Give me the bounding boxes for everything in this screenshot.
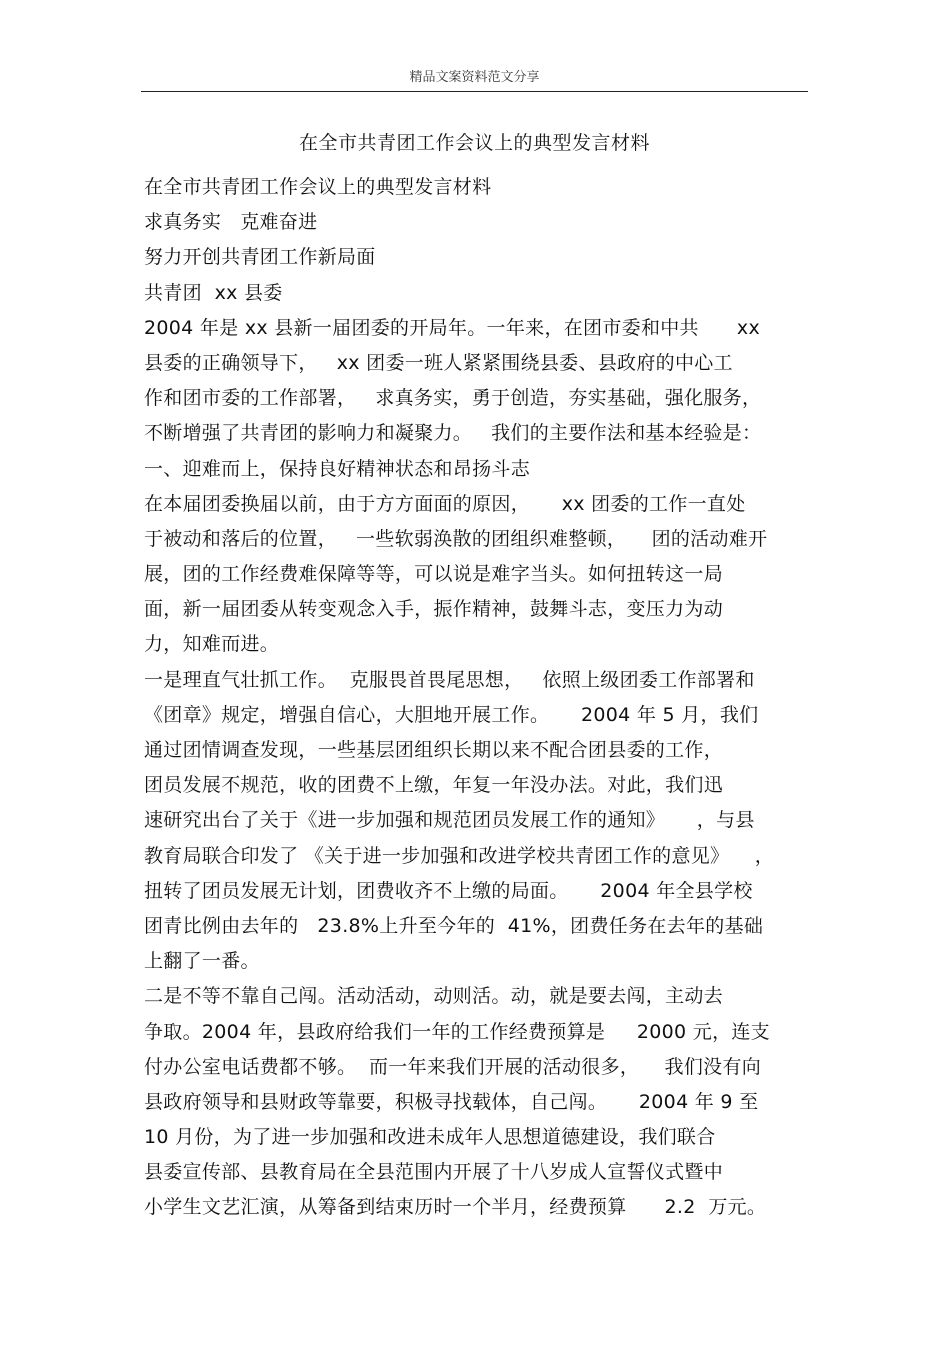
body-line: 一是理直气壮抓工作。 克服畏首畏尾思想， 依照上级团委工作部署和 [144,668,755,691]
body-line: 努力开创共青团工作新局面 [144,246,376,269]
body-line: 面，新一届团委从转变观念入手，振作精神，鼓舞斗志，变压力为动 [144,598,724,621]
body-line: 小学生文艺汇演，从筹备到结束历时一个半月，经费预算 2.2 万元。 [144,1196,767,1219]
body-line: 于被动和落后的位置， 一些软弱涣散的团组织难整顿， 团的活动难开 [144,527,768,550]
body-line: 力，知难而进。 [144,633,280,656]
body-line: 作和团市委的工作部署， 求真务实，勇于创造，夯实基础，强化服务， [144,387,762,410]
body-line: 10 月份，为了进一步加强和改进未成年人思想道德建设，我们联合 [144,1126,716,1149]
body-line: 一、迎难而上，保持良好精神状态和昂扬斗志 [144,457,531,480]
document-body [144,170,814,1226]
document-title: 在全市共青团工作会议上的典型发言材料 [298,132,650,154]
header-divider [141,91,808,92]
body-line: 教育局联合印发了 《关于进一步加强和改进学校共青团工作的意见》 ， [144,844,774,867]
body-line: 速研究出台了关于《进一步加强和规范团员发展工作的通知》 ，与县 [144,809,755,832]
page-header: 精品文案资料范文分享 [409,70,540,85]
body-line: 《团章》规定，增强自信心，大胆地开展工作。 2004 年 5 月，我们 [144,703,759,726]
body-line: 上翻了一番。 [144,950,260,973]
body-line: 团员发展不规范，收的团费不上缴，年复一年没办法。对此，我们迅 [144,774,724,797]
body-line: 付办公室电话费都不够。 而一年来我们开展的活动很多， 我们没有向 [144,1055,762,1078]
body-line: 县政府领导和县财政等靠要，积极寻找载体，自己闯。 2004 年 9 至 [144,1090,759,1113]
body-line: 2004 年是 xx 县新一届团委的开局年。一年来，在团市委和中共 xx [144,316,760,339]
body-line: 县委的正确领导下， xx 团委一班人紧紧围绕县委、县政府的中心工 [144,351,733,374]
body-line: 扭转了团员发展无计划，团费收齐不上缴的局面。 2004 年全县学校 [144,879,753,902]
body-line: 二是不等不靠自己闯。活动活动，动则活。动，就是要去闯，主动去 [144,985,724,1008]
body-line: 共青团 xx 县委 [144,281,283,304]
body-line: 团青比例由去年的 23.8%上升至今年的 41%，团费任务在去年的基础 [144,914,764,937]
body-line: 在全市共青团工作会议上的典型发言材料 [144,176,492,198]
body-line: 在本届团委换届以前，由于方方面面的原因， xx 团委的工作一直处 [144,492,746,515]
body-line: 求真务实 克难奋进 [144,211,318,234]
body-line: 县委宣传部、县教育局在全县范围内开展了十八岁成人宣誓仪式暨中 [144,1161,724,1184]
body-line: 通过团情调查发现，一些基层团组织长期以来不配合团县委的工作， [144,739,724,761]
body-line: 不断增强了共青团的影响力和凝聚力。 我们的主要作法和基本经验是： [144,422,762,445]
body-line: 展，团的工作经费难保障等等，可以说是难字当头。如何扭转这一局 [144,563,724,586]
body-line: 争取。2004 年，县政府给我们一年的工作经费预算是 2000 元，连支 [144,1020,770,1043]
